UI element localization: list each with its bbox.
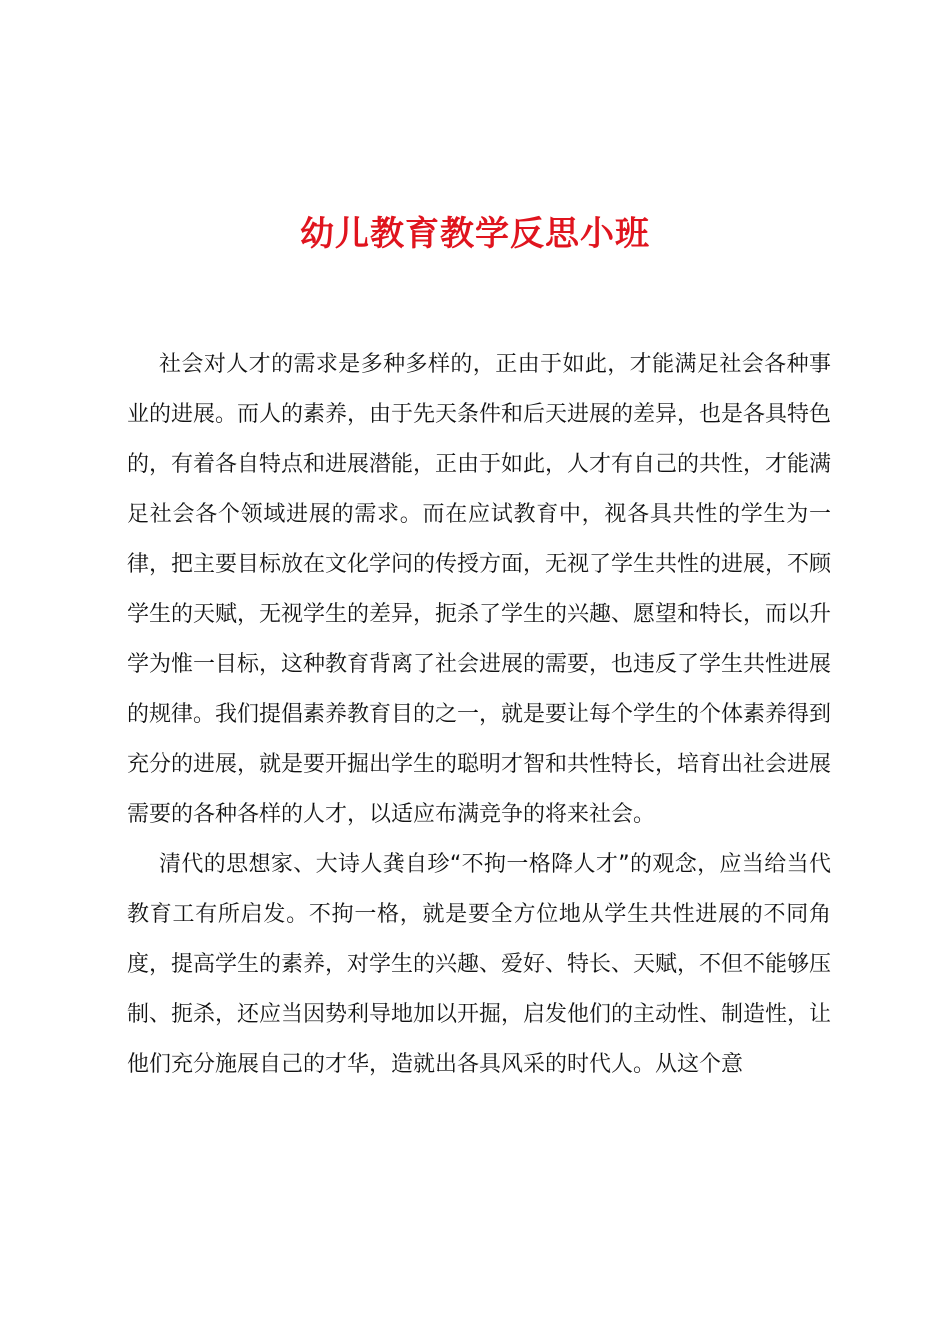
paragraph-1: 社会对人才的需求是多种多样的，正由于如此，才能满足社会各种事业的进展。而人的素养，由于先天条件和后天进展的差异，也是各具特色的，有着各自特点和进展潜能，正由于如此，人才有自己的共性，才能满足社会各个领域进展的需求。而在应试教育中，视各具共性的学生为一律，把主要目标放在文化学问的传授方面，无视了学生共性的进展，不顾学生的天赋，无视学生的差异，扼杀了学生的兴趣、愿望和特长，而以升学为惟一目标，这种教育背离了社会进展的需要，也违反了学生共性进展的规律。我们提倡素养教育目的之一，就是要让每个学生的个体素养得到充分的进展，就是要开掘出学生的聪明才智和共性特长，培育出社会进展需要的各种各样的人才，以适应布满竞争的将来社会。: [127, 352, 832, 827]
paragraph-2: 清代的思想家、大诗人龚自珍“不拘一格降人才”的观念，应当给当代教育工有所启发。不拘一格，就是要全方位地从学生共性进展的不同角度，提高学生的素养，对学生的兴趣、爱好、特长、天赋，不但不能够压制、扼杀，还应当因势利导地加以开掘，启发他们的主动性、制造性，让他们充分施展自己的才华，造就出各具风采的时代人。从这个意: [127, 852, 832, 1077]
document-body: [127, 340, 831, 1090]
document-title: 幼儿教育教学反思小班: [300, 214, 650, 254]
